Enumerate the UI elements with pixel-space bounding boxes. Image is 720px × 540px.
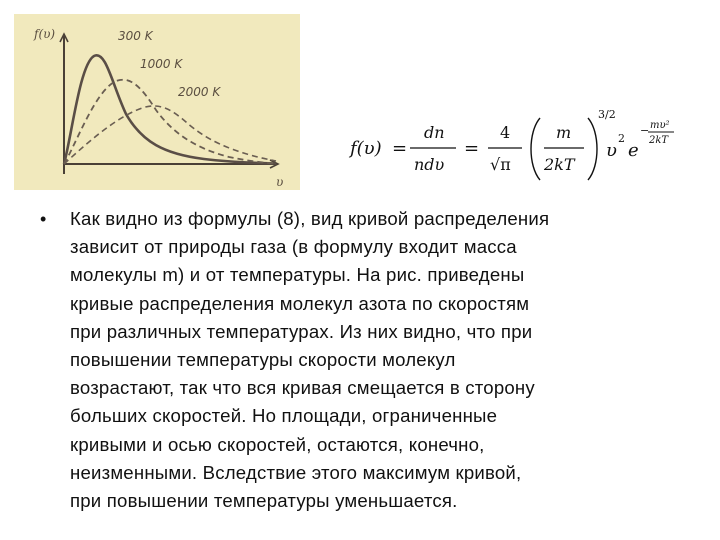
formula-paren-left	[531, 118, 540, 180]
text-line: при повышении температуры уменьшается.	[70, 490, 458, 512]
bullet-icon: •	[40, 209, 47, 229]
paragraph-text	[70, 205, 690, 515]
text-line: кривые распределения молекул азота по скоростям	[70, 292, 530, 314]
formula-frac1-num: dn	[424, 123, 445, 142]
formula-paren-right	[588, 118, 597, 180]
text-line: молекулы m) и от температуры. На рис. приведены	[70, 264, 525, 286]
formula-paren-den: 2kT	[544, 155, 575, 174]
x-axis-label: υ	[276, 175, 284, 189]
formula-paren-num: m	[556, 123, 572, 142]
text-line: возрастают, так что вся кривая смещается в сторону	[70, 377, 535, 399]
y-axis-label: f(υ)	[34, 27, 56, 41]
formula-frac2-den: √π	[490, 155, 511, 174]
formula-exp-minus: −	[640, 124, 650, 137]
formula-exp-num: mυ²	[650, 120, 670, 131]
formula-exp-den: 2kT	[649, 135, 669, 146]
distribution-figure	[14, 14, 300, 190]
formula-v-term: υ	[606, 140, 617, 161]
formula-exp-base: e	[628, 140, 639, 161]
text-line: зависит от природы газа (в формулу входит масса	[70, 236, 517, 258]
formula-frac1-den: ndυ	[414, 155, 445, 174]
curve-label-2000k: 2000 K	[178, 85, 221, 99]
curve-label-1000k: 1000 K	[140, 57, 183, 71]
text-line: Как видно из формулы (8), вид кривой распределения	[70, 208, 550, 229]
formula-equals-1: =	[392, 138, 408, 159]
formula-equals-2: =	[464, 138, 480, 159]
text-line: неизменными. Вследствие этого максимум кривой,	[70, 461, 522, 483]
bullet-paragraph	[40, 205, 690, 515]
formula-lhs: f(υ)	[350, 138, 382, 159]
curve-2000k	[64, 106, 276, 164]
text-line: повышении температуры скорости молекул	[70, 349, 456, 371]
text-line: при различных температурах. Из них видно, что при	[70, 320, 533, 342]
formula-paren-power: 3/2	[598, 108, 616, 121]
maxwell-formula	[348, 100, 708, 192]
formula-v-power: 2	[618, 132, 625, 145]
formula-render	[348, 100, 708, 192]
text-line: кривыми и осью скоростей, остаются, конечно,	[70, 433, 485, 455]
formula-frac2-num: 4	[500, 123, 511, 142]
curve-label-300k: 300 K	[118, 29, 153, 43]
text-line: больших скоростей. Но площади, ограниченные	[70, 405, 498, 427]
distribution-plot	[14, 14, 300, 190]
